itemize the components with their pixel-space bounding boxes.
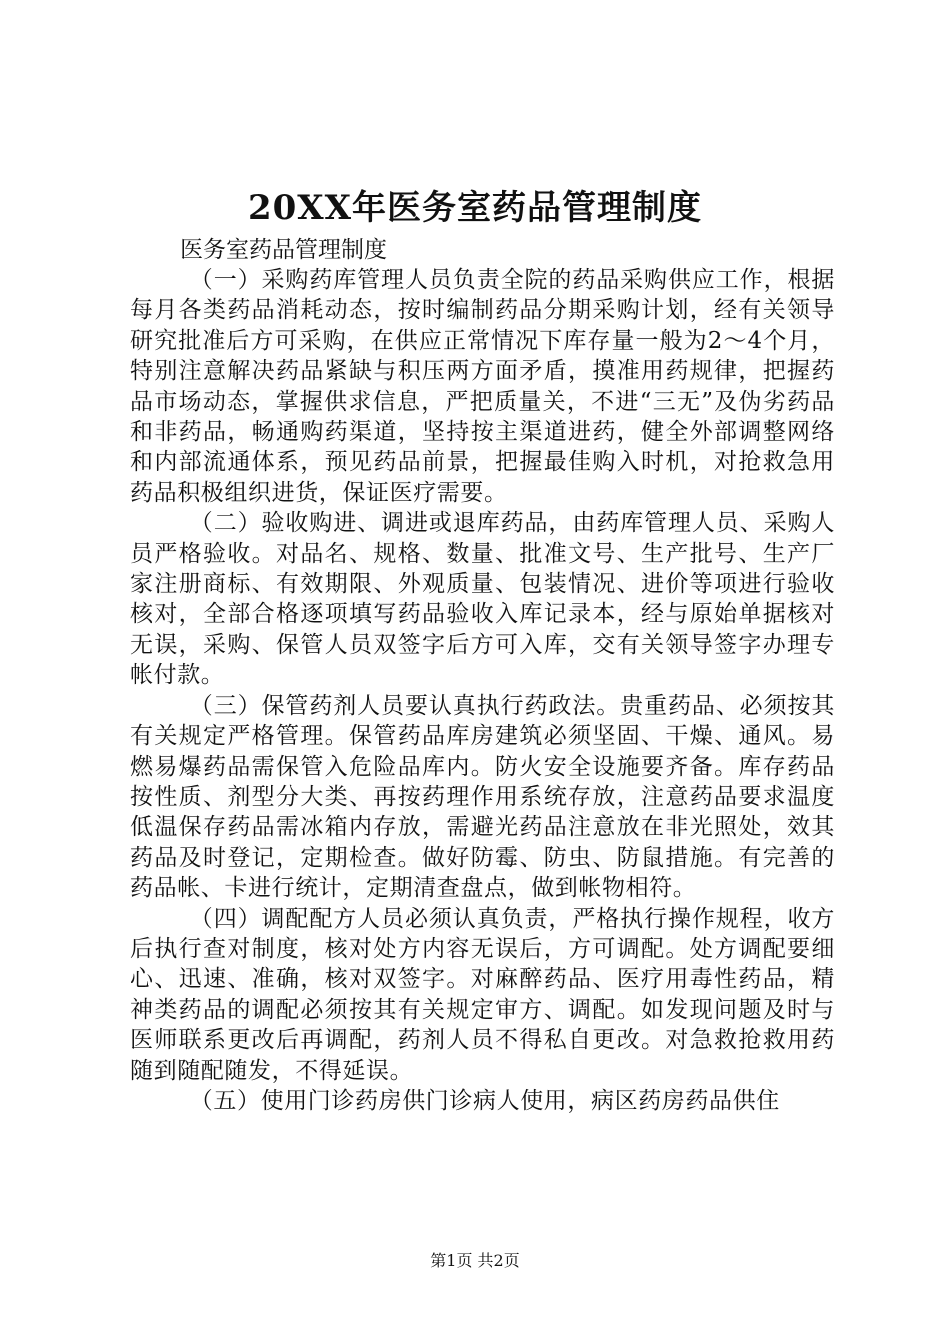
paragraph-procurement: （一）采购药库管理人员负责全院的药品采购供应工作，根据每月各类药品消耗动态，按时编制药品分期采购计划，经有关领导研究批准后方可采购，在供应正常情况下库存量一般为2～4个月，特别注意解决药品紧缺与积压两方面矛盾，摸准用药规律，把握药品市场动态，掌握供求信息，严把质量关，不进“三无”及伪劣药品和非药品，畅通购药渠道，坚持按主渠道进药，健全外部调整网络和内部流通体系，预见药品前景，把握最佳购入时机，对抢救急用药品积极组织进货，保证医疗需要。	[130, 267, 835, 506]
paragraph-storage: （三）保管药剂人员要认真执行药政法。贵重药品、必须按其有关规定严格管理。保管药品库房建筑必须坚固、干燥、通风。易燃易爆药品需保管入危险品库内。防火安全设施要齐备。库存药品按性质、剂型分大类、再按药理作用系统存放，注意药品要求温度低温保存药品需冰箱内存放，需避光药品注意放在非光照处，效其药品及时登记，定期检查。做好防霉、防虫、防鼠措施。有完善的药品帐、卡进行统计，定期清查盘点，做到帐物相符。	[130, 692, 835, 902]
document-title: 20XX年医务室药品管理制度	[247, 188, 703, 228]
document-subtitle: 医务室药品管理制度	[180, 237, 387, 263]
page-footer: 第1页 共2页	[430, 1251, 520, 1270]
paragraph-usage: （五）使用门诊药房供门诊病人使用，病区药房药品供住	[189, 1087, 780, 1114]
paragraph-acceptance: （二）验收购进、调进或退库药品，由药库管理人员、采购人员严格验收。对品名、规格、数量、批准文号、生产批号、生产厂家注册商标、有效期限、外观质量、包装情况、进价等项进行验收核对，全部合格逐项填写药品验收入库记录本，经与原始单据核对无误，采购、保管人员双签字后方可入库，交有关领导签字办理专帐付款。	[130, 510, 835, 689]
document-body	[130, 265, 835, 1116]
paragraph-dispensing: （四）调配配方人员必须认真负责，严格执行操作规程，收方后执行查对制度，核对处方内容无误后，方可调配。处方调配要细心、迅速、准确，核对双签字。对麻醉药品、医疗用毒性药品，精神类药品的调配必须按其有关规定审方、调配。如发现问题及时与医师联系更改后再调配，药剂人员不得私自更改。对急救抢救用药随到随配随发，不得延误。	[130, 905, 835, 1084]
